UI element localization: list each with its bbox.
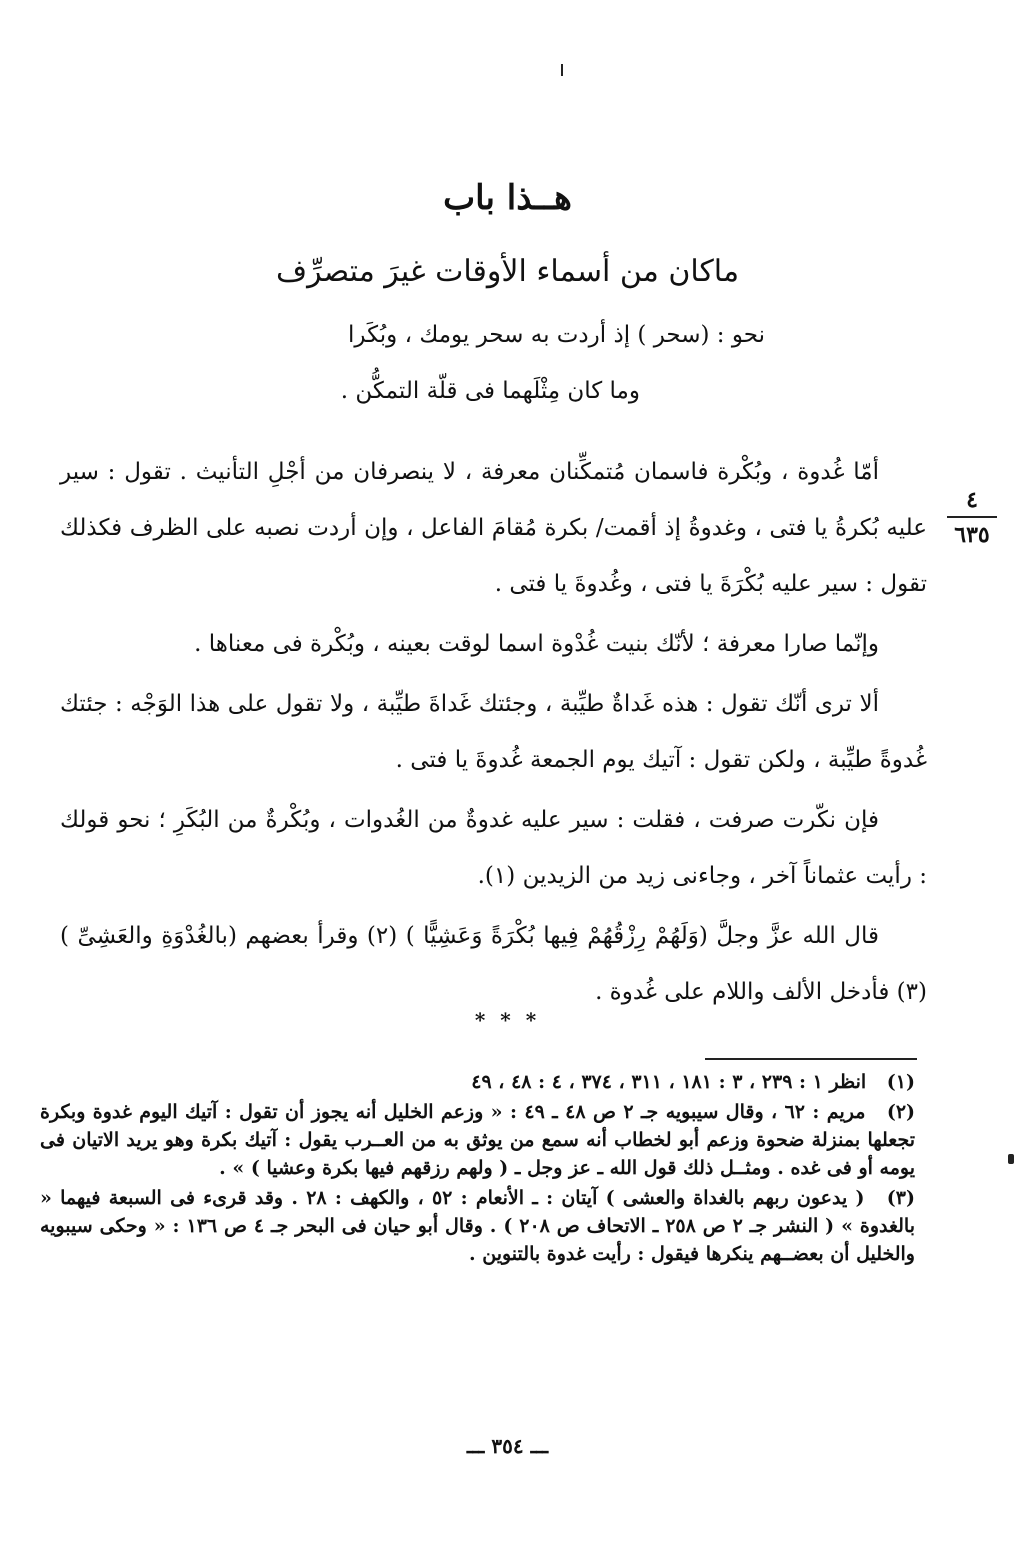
paragraph: فإن نكّرت صرفت ، فقلت : سير عليه غدوةٌ من الغُدوات ، وبُكْرةٌ من البُكَرِ ؛ نحو قولك : رأيت عثماناً آخر ، وجاءنى زيد من الزيدين (١). xyxy=(60,807,927,889)
margin-reference-volume: ٤ xyxy=(966,487,978,513)
footnote-text: مريم : ٦٢ ، وقال سيبويه جـ ٢ ص ٤٨ ـ ٤٩ : « وزعم الخليل أنه يجوز أن تقول : آتيك اليوم غدوة وبكرة تجعلها بمنزلة ضحوة وزعم أبو لخطاب أنه سمع من يوثق به من العــرب يقول : آتيك بكرة وهو يريد الاتيان فى يومه أو فى غده . ومثــل ذلك قول الله ـ عز وجل ـ ( ولهم رزقهم فيها بكرة وعشيا ) » . xyxy=(40,1101,915,1179)
page-number: ـــ ٣٥٤ ـــ xyxy=(466,1434,549,1458)
footnote-number: (٣) xyxy=(886,1187,915,1209)
margin-reference-page: ٦٣٥ xyxy=(954,522,990,548)
footnote-text: ( يدعون ربهم بالغداة والعشى ) آيتان : ـ الأنعام : ٥٢ ، والكهف : ٢٨ . وقد قرىء فى السبعة فيهما « بالغدوة » ( النشر جـ ٢ ص ٢٥٨ ـ الاتحاف ص ٢٠٨ ) . وقال أبو حيان فى البحر جـ ٤ ص ١٣٦ : « وحكى سيبويه والخليل أن بعضــهم ينكرها فيقول : رأيت غدوة بالتنوين . xyxy=(40,1187,916,1265)
footnote-2 xyxy=(40,1098,915,1182)
edge-mark xyxy=(1008,1154,1014,1164)
margin-reference xyxy=(943,486,1001,550)
margin-reference-rule xyxy=(947,516,997,518)
footnote-text: انظر ١ : ٢٣٩ ، ٣ : ١٨١ ، ٣١١ ، ٣٧٤ ، ٤ : ٤٨ ، ٤٩ xyxy=(471,1071,867,1093)
intro-line-1: نحو : (سحر ) إذ أردت به سحر يومك ، وبُكَرا xyxy=(347,322,765,348)
paragraph: أمّا غُدوة ، وبُكْرة فاسمان مُتمكِّنان معرفة ، لا ينصرفان من أجْلِ التأنيث . تقول : سير عليه بُكرةُ يا فتى ، وغدوةُ إذ أقمت/ بكرة مُقامَ الفاعل ، وإن أردت نصبه على الظرف فكذلك تقول : سير عليه بُكْرَةَ يا فتى ، وغُدوةَ يا فتى . xyxy=(60,459,927,597)
chapter-title: هــذا باب xyxy=(443,178,572,218)
footnote-number: (١) xyxy=(886,1071,915,1093)
footnote-number: (٢) xyxy=(886,1101,916,1123)
paragraph: قال الله عزَّ وجلَّ (وَلَهُمْ رِزْقُهُمْ فِيها بُكْرَةً وَعَشِيًّا ) (٢) وقرأ بعضهم (بالغُدْوَةِ والعَشِىِّ ) (٣) فأدخل الألف واللام على غُدوة . xyxy=(60,923,927,1005)
footnotes xyxy=(40,1068,915,1270)
chapter-subtitle: ماكان من أسماء الأوقات غيرَ متصرِّف xyxy=(275,254,740,289)
main-text xyxy=(60,444,927,1024)
intro-line-2: وما كان مِثْلَهما فى قلّة التمكُّن . xyxy=(340,378,640,404)
paragraph: وإنّما صارا معرفة ؛ لأنّك بنيت غُدْوة اسما لوقت بعينه ، وبُكْرة فى معناها . xyxy=(194,631,879,657)
section-separator: * * * xyxy=(474,1008,541,1032)
footnote-divider xyxy=(705,1058,917,1060)
top-mark xyxy=(561,64,563,76)
paragraph: ألا ترى أنّك تقول : هذه غَداةٌ طيِّبة ، وجئتك غَداةَ طيِّبة ، ولا تقول على هذا الوَجْه : جئتك غُدوةً طيِّبة ، ولكن تقول : آتيك يوم الجمعة غُدوةَ يا فتى . xyxy=(60,691,927,773)
footnote-1 xyxy=(40,1068,915,1096)
footnote-3 xyxy=(40,1184,915,1268)
